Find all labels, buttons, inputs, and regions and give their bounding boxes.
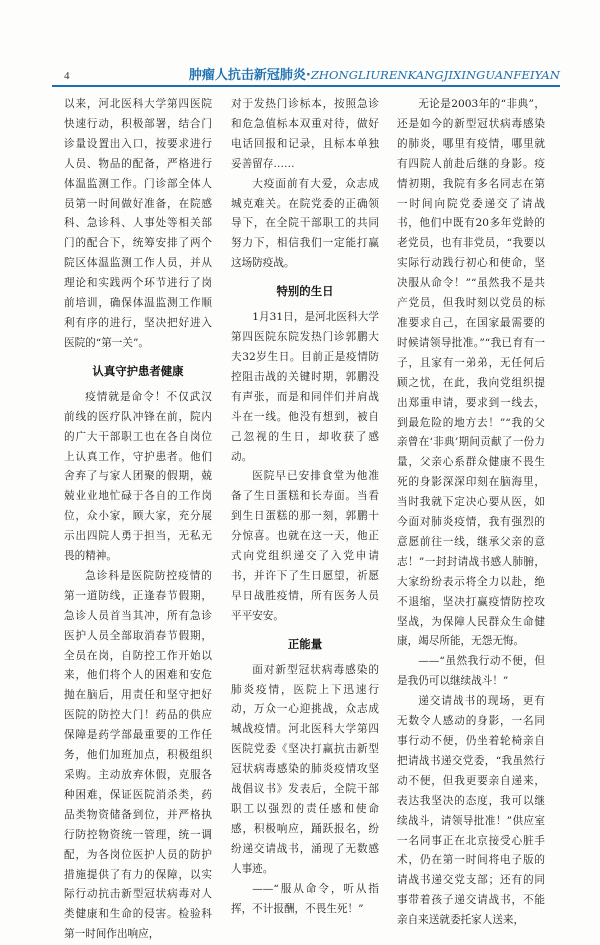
section-heading: 特别的生日	[276, 284, 334, 299]
paragraph: 递交请战书的现场，更有无数令人感动的身影，一名同事行动不便，仍坐着轮椅亲自把请战书递交党委，“我虽然行动不便，但我更要亲自递来，表达我坚决的态度，我可以继续战斗，请领导批准！”供应室一名同事正在北京接受心脏手术，仍在第一时间将电子版的请战书递交党支部；还有的同事带着孩子递交请战书，不能亲自来送就委托家人送来，	[397, 695, 545, 927]
running-title	[189, 64, 560, 83]
paragraph: 医院早已安排食堂为他准备了生日蛋糕和长寿面。当看到生日蛋糕的那一刻，郭鹏十分惊喜。也就在这一天，他正式向党组织递交了入党申请书，并许下了生日愿望，祈愿早日战胜疫情，所有医务人员平平安安。	[231, 470, 379, 622]
paragraph: 对于发热门诊标本，按照急诊和危急值标本双重对待，做好电话回报和记录，且标本单独妥善留存……	[231, 98, 379, 170]
quote-line: ——“服从命令，听从指挥，不计报酬，不畏生死！”	[231, 882, 379, 915]
header-rule	[52, 85, 560, 87]
section-heading: 认真守护患者健康	[92, 363, 184, 378]
column-1	[64, 95, 212, 945]
paragraph: 急诊科是医院防控疫情的第一道防线，正逢春节假期，急诊人员首当其冲，所有急诊医护人员全部取消春节假期，全员在岗，自防控工作开始以来，他们将个人的困难和安危抛在脑后，用责任和坚守把好医院的防控大门！药品的供应保障是药学部最重要的工作任务，他们加班加点，积极组织采购。主动放弃休假，克服各种困难，保证医院消杀类，药品类物资储备到位，并严格执行防控物资统一管理，统一调配，为各岗位医护人员的防护措施提供了有力的保障，以实际行动抗击新型冠状病毒对人类健康和生命的侵害。检验科第一时间作出响应，	[64, 569, 212, 941]
paragraph: 无论是2003年的“非典”，还是如今的新型冠状病毒感染的肺炎，哪里有疫情，哪里就有四院人前赴后继的身影。疫情初期，我院有多名同志在第一时间向院党委递交了请战书，他们中既有20多年党龄的老党员，也有非党员，“我要以实际行动践行初心和使命，坚决服从命令！”“虽然我不是共产党员，但我时刻以党员的标准要求自己，在国家最需要的时候请领导批准。”“我已育有一子，且家有一弟弟，无任何后顾之忧，在此，我向党组织提出郑重申请，要求到一线去，到最危险的地方去！”“我的父亲曾在‘非典’期间贡献了一份力量，父亲心系群众健康不畏生死的身影深深印刻在脑海里，当时我就下定决心要从医，如今面对肺炎疫情，我有强烈的意愿前往一线，继承父亲的意志！”一封封请战书感人肺腑，大家纷纷表示将全力以赴，绝不退缩，坚决打赢疫情防控攻坚战，为保障人民群众生命健康，竭尽所能，无怨无悔。	[397, 98, 545, 648]
column-2	[231, 95, 379, 919]
paragraph: 1月31日，是河北医科大学第四医院东院发热门诊郭鹏大夫32岁生日。目前正是疫情防控阻击战的关键时期，郭鹏没有声张，而是和同伴们并肩战斗在一线。他没有想到，被自己忽视的生日，却收获了感动。	[231, 311, 379, 463]
section-heading: 正能量	[287, 636, 323, 651]
column-3	[397, 95, 545, 931]
quote-line: ——“虽然我行动不便，但是我仍可以继续战斗！”	[397, 655, 545, 688]
page-number: 4	[64, 70, 70, 82]
running-title-chinese: 肿瘤人抗击新冠肺炎	[188, 68, 306, 83]
paragraph: 大疫面前有大爱，众志成城克难关。在院党委的正确领导下，在全院干部职工的共同努力下，相信我们一定能打赢这场防疫战。	[231, 177, 379, 270]
paragraph: 疫情就是命令！不仅武汉前线的医疗队冲锋在前，院内的广大干部职工也在各自岗位上认真工作，守护患者。他们舍弃了与家人团聚的假期，兢兢业业地忙碌于各自的工作岗位，众小家，顾大家，充分展示出四院人勇于担当，无私无畏的精神。	[64, 390, 212, 563]
running-title-pinyin: ZHONGLIURENKANGJIXINGUANFEIYAN	[310, 68, 560, 82]
paragraph: 面对新型冠状病毒感染的肺炎疫情，医院上下迅速行动，万众一心迎挑战，众志成城战疫情。河北医科大学第四医院党委《坚决打赢抗击新型冠状病毒感染的肺炎疫情攻坚战倡议书》发表后，全院干部职工以强烈的责任感和使命感，积极响应，踊跃报名，纷纷递交请战书，涌现了无数感人事迹。	[231, 663, 379, 875]
running-title-separator: ·	[305, 68, 311, 83]
page-header	[52, 56, 560, 84]
paragraph: 以来，河北医科大学第四医院快速行动，积极部署，结合门诊量设置出入口，按要求进行人员、物品的配备，严格进行体温监测工作。门诊部全体人员第一时间做好准备，在院感科、急诊科、人事处等相关部门的配合下，统筹安排了两个院区体温监测工作人员，并从理论和实践两个环节进行了岗前培训，确保体温监测工作顺利有序的进行，坚决把好进入医院的“第一关”。	[64, 98, 212, 349]
